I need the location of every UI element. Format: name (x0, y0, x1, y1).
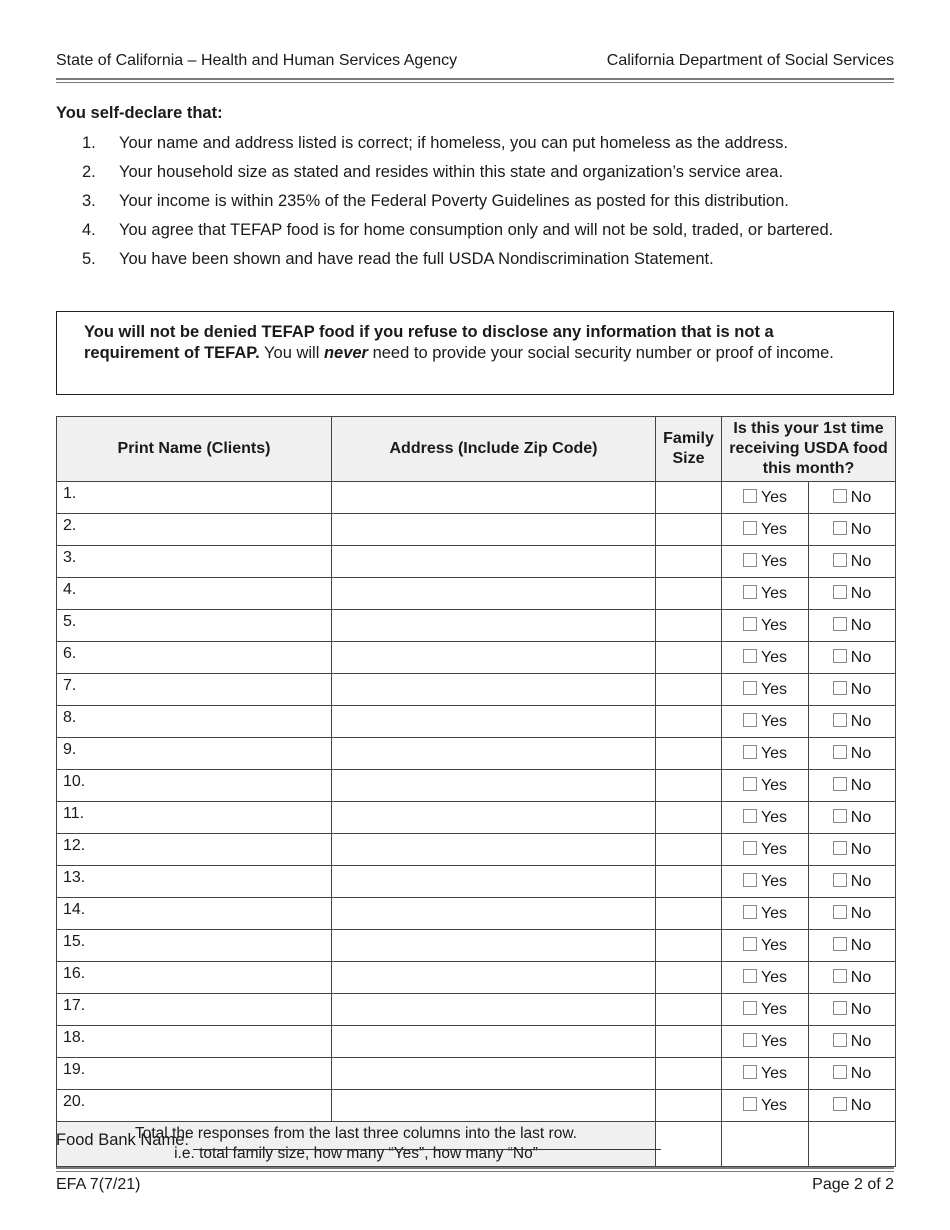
client-address-field[interactable] (332, 834, 656, 866)
no-checkbox[interactable] (833, 809, 847, 823)
row-number: 11. (63, 805, 85, 822)
totals-instructions: Total the responses from the last three columns into the last row. i.e. total family size, how many “Yes”, how many “No” (57, 1122, 656, 1167)
family-size-field[interactable] (656, 546, 722, 578)
row-number: 12. (63, 837, 86, 854)
no-label: No (850, 1096, 872, 1114)
declaration-item-number: 3. (82, 192, 96, 210)
row-number: 9. (63, 741, 77, 758)
yes-checkbox[interactable] (743, 777, 757, 791)
no-checkbox[interactable] (833, 969, 847, 983)
food-bank-name-input[interactable] (193, 1132, 661, 1150)
yes-label: Yes (760, 968, 788, 986)
yes-option[interactable] (722, 834, 809, 866)
yes-checkbox[interactable] (743, 745, 757, 759)
no-label: No (850, 552, 872, 570)
yes-option[interactable] (722, 610, 809, 642)
client-address-field[interactable] (332, 866, 656, 898)
no-option[interactable] (809, 962, 896, 994)
no-option[interactable] (809, 1026, 896, 1058)
yes-checkbox[interactable] (743, 905, 757, 919)
no-option[interactable] (809, 802, 896, 834)
table-row (57, 962, 896, 994)
client-address-field[interactable] (332, 1058, 656, 1090)
family-size-field[interactable] (656, 1026, 722, 1058)
yes-option[interactable] (722, 546, 809, 578)
family-size-field[interactable] (656, 642, 722, 674)
no-label: No (850, 584, 872, 602)
yes-label: Yes (760, 552, 788, 570)
table-row (57, 1058, 896, 1090)
yes-option[interactable] (722, 578, 809, 610)
client-name-field[interactable] (57, 514, 332, 546)
no-label: No (850, 936, 872, 954)
yes-option[interactable] (722, 866, 809, 898)
family-size-field[interactable] (656, 930, 722, 962)
client-address-field[interactable] (332, 770, 656, 802)
row-number: 13. (63, 869, 86, 886)
yes-option[interactable] (722, 706, 809, 738)
row-number: 16. (63, 965, 86, 982)
declaration-item-text: Your household size as stated and resides within this state and organization’s service area. (119, 163, 784, 181)
yes-label: Yes (760, 616, 788, 634)
yes-option[interactable] (722, 994, 809, 1026)
yes-label: Yes (760, 488, 788, 506)
notice-bold: You will not be denied TEFAP food if you refuse to disclose any information that is not a requirement of TEFAP. (84, 323, 774, 362)
table-row (57, 578, 896, 610)
food-bank-name-field (56, 1131, 661, 1150)
yes-checkbox[interactable] (743, 841, 757, 855)
no-checkbox[interactable] (833, 553, 847, 567)
client-address-field[interactable] (332, 1026, 656, 1058)
yes-label: Yes (760, 584, 788, 602)
total-no-field[interactable] (809, 1122, 896, 1167)
table-row (57, 706, 896, 738)
row-number: 18. (63, 1029, 86, 1046)
yes-checkbox[interactable] (743, 969, 757, 983)
declaration-item-text: Your name and address listed is correct; if homeless, you can put homeless as the address. (119, 134, 788, 152)
no-checkbox[interactable] (833, 873, 847, 887)
form-id: EFA 7(7/21) (56, 1176, 141, 1193)
no-checkbox[interactable] (833, 713, 847, 727)
row-number: 19. (63, 1061, 86, 1078)
yes-label: Yes (760, 1096, 788, 1114)
yes-label: Yes (760, 648, 788, 666)
no-label: No (850, 1032, 872, 1050)
yes-label: Yes (760, 520, 788, 538)
client-address-field[interactable] (332, 738, 656, 770)
no-label: No (850, 1000, 872, 1018)
client-name-field[interactable] (57, 642, 332, 674)
yes-label: Yes (760, 712, 788, 730)
family-size-field[interactable] (656, 1090, 722, 1122)
no-option[interactable] (809, 930, 896, 962)
no-label: No (850, 744, 872, 762)
yes-checkbox[interactable] (743, 873, 757, 887)
page-number: Page 2 of 2 (812, 1176, 894, 1193)
yes-option[interactable] (722, 1026, 809, 1058)
yes-checkbox[interactable] (743, 649, 757, 663)
client-name-field[interactable] (57, 706, 332, 738)
row-number: 10. (63, 773, 86, 790)
no-option[interactable] (809, 674, 896, 706)
yes-checkbox[interactable] (743, 489, 757, 503)
table-row (57, 514, 896, 546)
no-option[interactable] (809, 866, 896, 898)
declaration-item-text: Your income is within 235% of the Federal Poverty Guidelines as posted for this distribution. (119, 192, 789, 210)
total-yes-field[interactable] (722, 1122, 809, 1167)
yes-label: Yes (760, 872, 788, 890)
family-size-field[interactable] (656, 1058, 722, 1090)
yes-option[interactable] (722, 1090, 809, 1122)
yes-checkbox[interactable] (743, 585, 757, 599)
family-size-field[interactable] (656, 674, 722, 706)
yes-option[interactable] (722, 802, 809, 834)
no-checkbox[interactable] (833, 841, 847, 855)
client-address-field[interactable] (332, 994, 656, 1026)
table-row (57, 866, 896, 898)
family-size-field[interactable] (656, 514, 722, 546)
row-number: 5. (63, 613, 77, 630)
client-address-field[interactable] (332, 642, 656, 674)
declaration-item (82, 162, 892, 183)
declaration-list (82, 133, 892, 278)
table-row (57, 482, 896, 514)
client-address-field[interactable] (332, 962, 656, 994)
row-number: 6. (63, 645, 77, 662)
no-option[interactable] (809, 1090, 896, 1122)
no-checkbox[interactable] (833, 777, 847, 791)
family-size-field[interactable] (656, 962, 722, 994)
no-label: No (850, 872, 872, 890)
client-name-field[interactable] (57, 898, 332, 930)
client-name-field[interactable] (57, 834, 332, 866)
client-name-field[interactable] (57, 962, 332, 994)
client-address-field[interactable] (332, 898, 656, 930)
notice-pre: You will (259, 344, 324, 362)
yes-label: Yes (760, 680, 788, 698)
no-option[interactable] (809, 514, 896, 546)
yes-option[interactable] (722, 962, 809, 994)
table-row (57, 898, 896, 930)
header-first-time: Is this your 1st time receiving USDA food this month? (722, 417, 896, 482)
family-size-field[interactable] (656, 578, 722, 610)
no-option[interactable] (809, 578, 896, 610)
client-name-field[interactable] (57, 930, 332, 962)
yes-option[interactable] (722, 514, 809, 546)
table-row (57, 802, 896, 834)
no-option[interactable] (809, 610, 896, 642)
client-address-field[interactable] (332, 514, 656, 546)
client-name-field[interactable] (57, 994, 332, 1026)
no-checkbox[interactable] (833, 1001, 847, 1015)
yes-checkbox[interactable] (743, 713, 757, 727)
no-checkbox[interactable] (833, 649, 847, 663)
no-label: No (850, 488, 872, 506)
no-option[interactable] (809, 1058, 896, 1090)
no-option[interactable] (809, 642, 896, 674)
no-label: No (850, 520, 872, 538)
client-address-field[interactable] (332, 482, 656, 514)
no-checkbox[interactable] (833, 1097, 847, 1111)
row-number: 20. (63, 1093, 86, 1110)
no-checkbox[interactable] (833, 905, 847, 919)
yes-label: Yes (760, 904, 788, 922)
no-label: No (850, 776, 872, 794)
table-row (57, 1026, 896, 1058)
client-name-field[interactable] (57, 482, 332, 514)
row-number: 1. (63, 485, 77, 502)
family-size-field[interactable] (656, 898, 722, 930)
yes-label: Yes (760, 808, 788, 826)
header-family-size: Family Size (656, 417, 722, 482)
table-row (57, 546, 896, 578)
family-size-field[interactable] (656, 802, 722, 834)
no-checkbox[interactable] (833, 489, 847, 503)
header-divider (56, 78, 894, 83)
no-option[interactable] (809, 994, 896, 1026)
yes-option[interactable] (722, 674, 809, 706)
table-row (57, 834, 896, 866)
no-label: No (850, 840, 872, 858)
client-name-field[interactable] (57, 546, 332, 578)
row-number: 7. (63, 677, 77, 694)
declaration-item (82, 191, 892, 212)
family-size-field[interactable] (656, 706, 722, 738)
no-label: No (850, 904, 872, 922)
table-row (57, 674, 896, 706)
yes-checkbox[interactable] (743, 521, 757, 535)
declaration-item-number: 2. (82, 163, 96, 181)
client-address-field[interactable] (332, 674, 656, 706)
declaration-item-number: 4. (82, 221, 96, 239)
family-size-field[interactable] (656, 738, 722, 770)
yes-option[interactable] (722, 482, 809, 514)
no-label: No (850, 680, 872, 698)
client-name-field[interactable] (57, 1058, 332, 1090)
yes-checkbox[interactable] (743, 1097, 757, 1111)
department-name: California Department of Social Services (606, 52, 894, 69)
no-option[interactable] (809, 770, 896, 802)
yes-checkbox[interactable] (743, 681, 757, 695)
declaration-item (82, 220, 892, 241)
family-size-field[interactable] (656, 834, 722, 866)
no-label: No (850, 1064, 872, 1082)
yes-checkbox[interactable] (743, 553, 757, 567)
table-row (57, 1090, 896, 1122)
client-name-field[interactable] (57, 802, 332, 834)
no-checkbox[interactable] (833, 585, 847, 599)
row-number: 14. (63, 901, 86, 918)
declaration-item-number: 5. (82, 250, 96, 268)
yes-label: Yes (760, 840, 788, 858)
yes-label: Yes (760, 1064, 788, 1082)
family-size-field[interactable] (656, 994, 722, 1026)
yes-checkbox[interactable] (743, 617, 757, 631)
no-checkbox[interactable] (833, 1065, 847, 1079)
client-address-field[interactable] (332, 930, 656, 962)
declaration-item-text: You have been shown and have read the full USDA Nondiscrimination Statement. (119, 250, 714, 268)
no-label: No (850, 616, 872, 634)
yes-option[interactable] (722, 738, 809, 770)
row-number: 15. (63, 933, 86, 950)
declaration-item-number: 1. (82, 134, 96, 152)
header-print-name: Print Name (Clients) (57, 417, 332, 482)
declaration-item-text: You agree that TEFAP food is for home consumption only and will not be sold, traded, or bartered. (119, 221, 834, 239)
no-option[interactable] (809, 898, 896, 930)
client-name-field[interactable] (57, 738, 332, 770)
no-checkbox[interactable] (833, 1033, 847, 1047)
client-address-field[interactable] (332, 1090, 656, 1122)
declaration-title: You self-declare that: (56, 104, 223, 122)
table-row (57, 610, 896, 642)
notice-post: need to provide your social security number or proof of income. (367, 344, 834, 362)
family-size-field[interactable] (656, 866, 722, 898)
food-bank-label: Food Bank Name: (56, 1131, 189, 1149)
client-address-field[interactable] (332, 802, 656, 834)
yes-option[interactable] (722, 1058, 809, 1090)
no-label: No (850, 712, 872, 730)
client-address-field[interactable] (332, 546, 656, 578)
no-option[interactable] (809, 834, 896, 866)
yes-checkbox[interactable] (743, 1033, 757, 1047)
client-name-field[interactable] (57, 1026, 332, 1058)
client-address-field[interactable] (332, 706, 656, 738)
yes-label: Yes (760, 1032, 788, 1050)
row-number: 17. (63, 997, 86, 1014)
client-address-field[interactable] (332, 610, 656, 642)
no-checkbox[interactable] (833, 681, 847, 695)
yes-label: Yes (760, 1000, 788, 1018)
table-header-row (57, 417, 896, 482)
client-name-field[interactable] (57, 866, 332, 898)
declaration-item (82, 249, 892, 270)
yes-checkbox[interactable] (743, 809, 757, 823)
client-name-field[interactable] (57, 770, 332, 802)
notice-emphasis: never (323, 344, 368, 362)
no-checkbox[interactable] (833, 745, 847, 759)
table-row (57, 930, 896, 962)
yes-option[interactable] (722, 930, 809, 962)
row-number: 8. (63, 709, 77, 726)
client-name-field[interactable] (57, 1090, 332, 1122)
yes-option[interactable] (722, 642, 809, 674)
client-roster-table (56, 416, 896, 1167)
row-number: 3. (63, 549, 77, 566)
no-option[interactable] (809, 706, 896, 738)
yes-checkbox[interactable] (743, 1001, 757, 1015)
yes-label: Yes (760, 744, 788, 762)
page-footer (56, 1176, 894, 1194)
yes-option[interactable] (722, 898, 809, 930)
no-label: No (850, 808, 872, 826)
no-checkbox[interactable] (833, 937, 847, 951)
row-number: 2. (63, 517, 77, 534)
footer-divider (56, 1167, 894, 1172)
table-row (57, 642, 896, 674)
total-family-size-field[interactable] (656, 1122, 722, 1167)
privacy-notice-box (56, 311, 894, 395)
no-label: No (850, 648, 872, 666)
no-option[interactable] (809, 738, 896, 770)
row-number: 4. (63, 581, 77, 598)
yes-label: Yes (760, 776, 788, 794)
declaration-item (82, 133, 892, 154)
header-address: Address (Include Zip Code) (332, 417, 656, 482)
agency-name: State of California – Health and Human Services Agency (56, 52, 458, 69)
table-row (57, 994, 896, 1026)
yes-checkbox[interactable] (743, 937, 757, 951)
client-name-field[interactable] (57, 674, 332, 706)
page-header (56, 52, 894, 70)
no-option[interactable] (809, 482, 896, 514)
family-size-field[interactable] (656, 610, 722, 642)
yes-option[interactable] (722, 770, 809, 802)
table-row (57, 770, 896, 802)
no-checkbox[interactable] (833, 521, 847, 535)
client-name-field[interactable] (57, 578, 332, 610)
yes-checkbox[interactable] (743, 1065, 757, 1079)
table-row (57, 738, 896, 770)
client-name-field[interactable] (57, 610, 332, 642)
no-option[interactable] (809, 546, 896, 578)
no-label: No (850, 968, 872, 986)
no-checkbox[interactable] (833, 617, 847, 631)
family-size-field[interactable] (656, 482, 722, 514)
client-address-field[interactable] (332, 578, 656, 610)
family-size-field[interactable] (656, 770, 722, 802)
yes-label: Yes (760, 936, 788, 954)
